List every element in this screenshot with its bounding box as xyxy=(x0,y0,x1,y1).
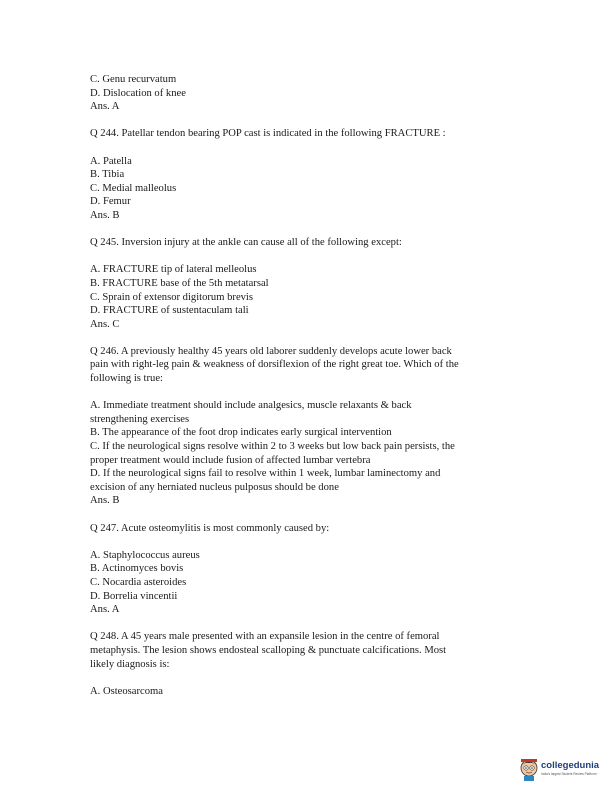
option-line: D. Femur xyxy=(90,196,131,208)
option-line: excision of any herniated nucleus pulposus should be done xyxy=(90,481,339,493)
option-line: C. Medial malleolus xyxy=(90,182,177,194)
option-line: A. Osteosarcoma xyxy=(90,685,163,697)
question-248-cont: metaphysis. The lesion shows endosteal scalloping & punctuate calcifications. Most xyxy=(90,644,447,656)
logo-wordmark: collegedunia xyxy=(541,760,600,771)
answer-line: Ans. B xyxy=(90,209,120,221)
option-line: A. FRACTURE tip of lateral melleolus xyxy=(90,264,257,276)
option-line: A. Patella xyxy=(90,155,132,167)
question-246-cont: pain with right-leg pain & weakness of dorsiflexion of the right great toe. Which of the xyxy=(90,359,459,371)
option-line: proper treatment would include fusion of affected lumbar vertebra xyxy=(90,454,371,466)
collegedunia-logo[interactable] xyxy=(519,757,599,783)
answer-line: Ans. C xyxy=(90,318,120,330)
question-247: Q 247. Acute osteomylitis is most commonly caused by: xyxy=(90,522,330,534)
answer-line: Ans. A xyxy=(90,101,120,113)
answer-line: Ans. A xyxy=(90,604,120,616)
question-248-cont: likely diagnosis is: xyxy=(90,658,170,670)
option-line: D. Dislocation of knee xyxy=(90,87,186,99)
option-line: C. Genu recurvatum xyxy=(90,74,177,85)
question-246-cont: following is true: xyxy=(90,373,163,385)
option-line: C. If the neurological signs resolve within 2 to 3 weeks but low back pain persists, the xyxy=(90,441,455,453)
option-line: B. Actinomyces bovis xyxy=(90,563,184,575)
answer-line: Ans. B xyxy=(90,495,120,507)
option-line: C. Sprain of extensor digitorum brevis xyxy=(90,291,254,303)
question-246: Q 246. A previously healthy 45 years old laborer suddenly develops acute lower back xyxy=(90,345,452,357)
option-line: A. Immediate treatment should include analgesics, muscle relaxants & back xyxy=(90,400,412,412)
option-line: D. FRACTURE of sustentaculam tali xyxy=(90,305,249,317)
option-line: D. Borrelia vincentii xyxy=(90,590,178,602)
question-248: Q 248. A 45 years male presented with an expansile lesion in the centre of femoral xyxy=(90,631,440,643)
option-line: D. If the neurological signs fail to resolve within 1 week, lumbar laminectomy and xyxy=(90,468,441,480)
option-line: C. Nocardia asteroides xyxy=(90,576,187,588)
question-245: Q 245. Inversion injury at the ankle can cause all of the following except: xyxy=(90,237,402,249)
option-line: B. The appearance of the foot drop indicates early surgical intervention xyxy=(90,427,392,439)
option-line: strengthening exercises xyxy=(90,413,190,425)
document-page xyxy=(90,73,530,698)
question-244: Q 244. Patellar tendon bearing POP cast is indicated in the following FRACTURE : xyxy=(90,128,446,140)
logo-tagline: India's largest Student Review Platform xyxy=(541,772,597,776)
option-line: B. FRACTURE base of the 5th metatarsal xyxy=(90,277,269,289)
student-mascot-icon xyxy=(519,757,539,781)
option-line: A. Staphylococcus aureus xyxy=(90,549,200,561)
option-line: B. Tibia xyxy=(90,169,125,181)
